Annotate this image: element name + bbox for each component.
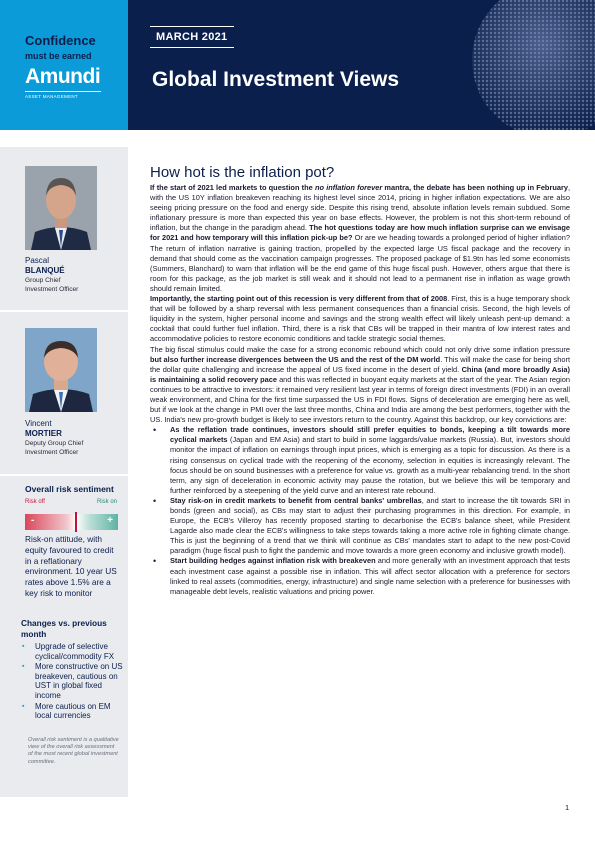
portrait-pascal-blanque — [25, 166, 97, 250]
page-title: Global Investment Views — [152, 68, 400, 91]
risk-off-label: Risk off — [25, 499, 45, 505]
risk-sentiment-title: Overall risk sentiment — [25, 484, 114, 494]
amundi-logo: Amundi — [25, 65, 101, 88]
paragraph-2: Importantly, the starting point out of this recession is very different from that of 2008. First, this is a huge temporary shock that will be followed by a sharp reversal with less permanent consequences than a financial crisis. Second, the high levels of liquidity in the system, higher personal income and savings and the strong wealth effect will likely unleash pent-up demand: a cocktail that could further fuel inflation. Third, there is a risk that CBs will be trapped in their mantra of low interest rates and accommodative policies to restore economic conditions and tackle strategic social themes. — [150, 294, 570, 344]
changes-title: Changes vs. previous month — [21, 618, 107, 639]
brand-tagline-1: Confidence — [25, 33, 96, 48]
brand-block — [0, 0, 128, 130]
list-item: • As the reflation trade continues, investors should still prefer equities to bonds, keeping a tilt towards more cyclical markets (Japan and EM Asia) and start to build in some laggards/value markets (Russia). But, investors should monitor the impact of inflation on earnings through input prices, which is emerging as a topic for discussion. As there is a rising consensus on cyclical trade with the reopening of the economy, selection in equities is increasingly relevant. The focus should be on sound businesses with a preference for value vs. growth as a multi-year rebalancing trend. In the short term, any sign of deceleration in economic activity may pause the rotation, but we believe this will be temporary and further reinforced by a steepening of the yield curve and an interest rate rebound. — [150, 425, 570, 496]
convictions-list — [150, 425, 570, 597]
date-rule-bottom — [150, 47, 234, 48]
gauge-plus: + — [107, 515, 113, 526]
portrait-vincent-mortier — [25, 328, 97, 412]
date-rule-top — [150, 26, 234, 27]
changes-list — [21, 642, 123, 722]
person-role-2: Deputy Group Chief Investment Officer — [25, 440, 84, 456]
sentiment-footnote: Overall risk sentiment is a qualitative view of the overall risk assessment of the most recent global investment committee. — [28, 737, 119, 765]
page-header — [0, 0, 595, 130]
risk-on-label: Risk on — [97, 499, 118, 505]
gauge-minus: - — [31, 515, 35, 526]
list-item: • Start building hedges against inflation risk with breakeven and more generally with an investment approach that tests each investment case against a possible rise in inflation. This will affect sector allocation with a preference for sectors linked to real assets (commodities, energy, infrastructure) and single name selection with a preference for businesses with manageable debt levels, realistic valuations and pricing power. — [150, 556, 570, 596]
risk-description: Risk-on attitude, with equity favoured to credit in a reflationary environment. 10 year US rates above 1.5% are a key risk to monitor — [25, 534, 117, 598]
risk-gauge — [25, 514, 118, 530]
brand-tagline-2: must be earned — [25, 51, 92, 61]
publication-date: MARCH 2021 — [156, 31, 228, 43]
list-item: ▪ More cautious on EM local currencies — [21, 702, 123, 721]
sidebar-divider — [0, 474, 128, 476]
article-body — [150, 183, 570, 597]
list-item: ▪ More constructive on US breakeven, cautious on UST in global fixed income — [21, 662, 123, 700]
person-name-1: Pascal BLANQUÉ — [25, 256, 65, 275]
person-name-2: Vincent MORTIER — [25, 419, 62, 438]
paragraph-3: The big fiscal stimulus could make the case for a strong economic rebound which could not only drive some inflation pressure but also further increase divergences between the US and the rest of the DM world. This will make the case for being short the dollar quite challenging and increase the appeal of US fixed income in the desert of yield. China (and more broadly Asia) is maintaining a solid recovery pace and this was reflected in buoyant equity markets at the start of the year. The Asian region continues to be attractive to investors: it remained very resilient last year in terms of foreign direct investments (FDI) in an overall weak environment, and China for the first time surpassed the US in FDI flows. Signs of deceleration are emerging here as well, but if we look at the change in PMI over the last three months, China and India are among the best performers, together with the US. India's new pro-growth budget is likely to see investors return to the country. Against this backdrop, our key convictions are: — [150, 344, 570, 425]
person-role-1: Group Chief Investment Officer — [25, 277, 79, 293]
paragraph-1: If the start of 2021 led markets to question the no inflation forever mantra, the debate has been nothing up in February, with the US 10Y inflation breakeven reaching its highest level since 2014, pricing in higher inflation expectations. We are also seeing pricing pressure on the food and energy side. Despite this rising trend, absolute inflation levels remain subdued. Some inflationary pressure is more than expected this year on base effects. However, the problem is not this short-term rebound of inflation, but the change in the paradigm ahead. The hot questions today are how much inflation surprise can we envisage for 2021 and how temporary will this inflation pick-up be? Or are we heading towards a prolonged period of higher inflation? The return of inflation narrative is gaining traction, propelled by the expected large US fiscal package and the recovery in demand that should come as the vaccination campaign progresses. The proposed package of $1.9tn has led some economists (Summers, Blanchard) to warn that inflation will be the end game of this huge fiscal push. However, others argue that there is room for this package, as the job market is still weak and it should not lead to a permanent rise in inflation as wage growth should remain limited. — [150, 183, 570, 293]
gauge-marker — [75, 512, 77, 532]
page-number: 1 — [565, 803, 570, 812]
list-item: • Stay risk-on in credit markets to benefit from central banks' umbrellas, and start to increase the tilt towards SRI in bonds (green and social), as CBs may start to adjust their purchasing programmes in this direction. For example, in Europe, the ECB's Villeroy has recently proposed starting to decarbonise the ECB's balance sheet, while President Lagarde also made clear the ECB's willingness to take steps towards taking a more active role in fighting climate change. This is just the beginning of a trend that we think will continue as CBs' mandates start to adapt to the new post-Covid paradigm (huge fiscal push to fight the pandemic and move towards a more green economy and inclusive growth model). — [150, 496, 570, 557]
logo-subtitle: ASSET MANAGEMENT — [25, 94, 78, 99]
logo-rule — [25, 91, 101, 92]
sidebar-divider — [0, 310, 128, 312]
article-title: How hot is the inflation pot? — [150, 164, 335, 181]
list-item: ▪ Upgrade of selective cyclical/commodity FX — [21, 642, 123, 661]
globe-graphic-icon — [465, 0, 595, 130]
